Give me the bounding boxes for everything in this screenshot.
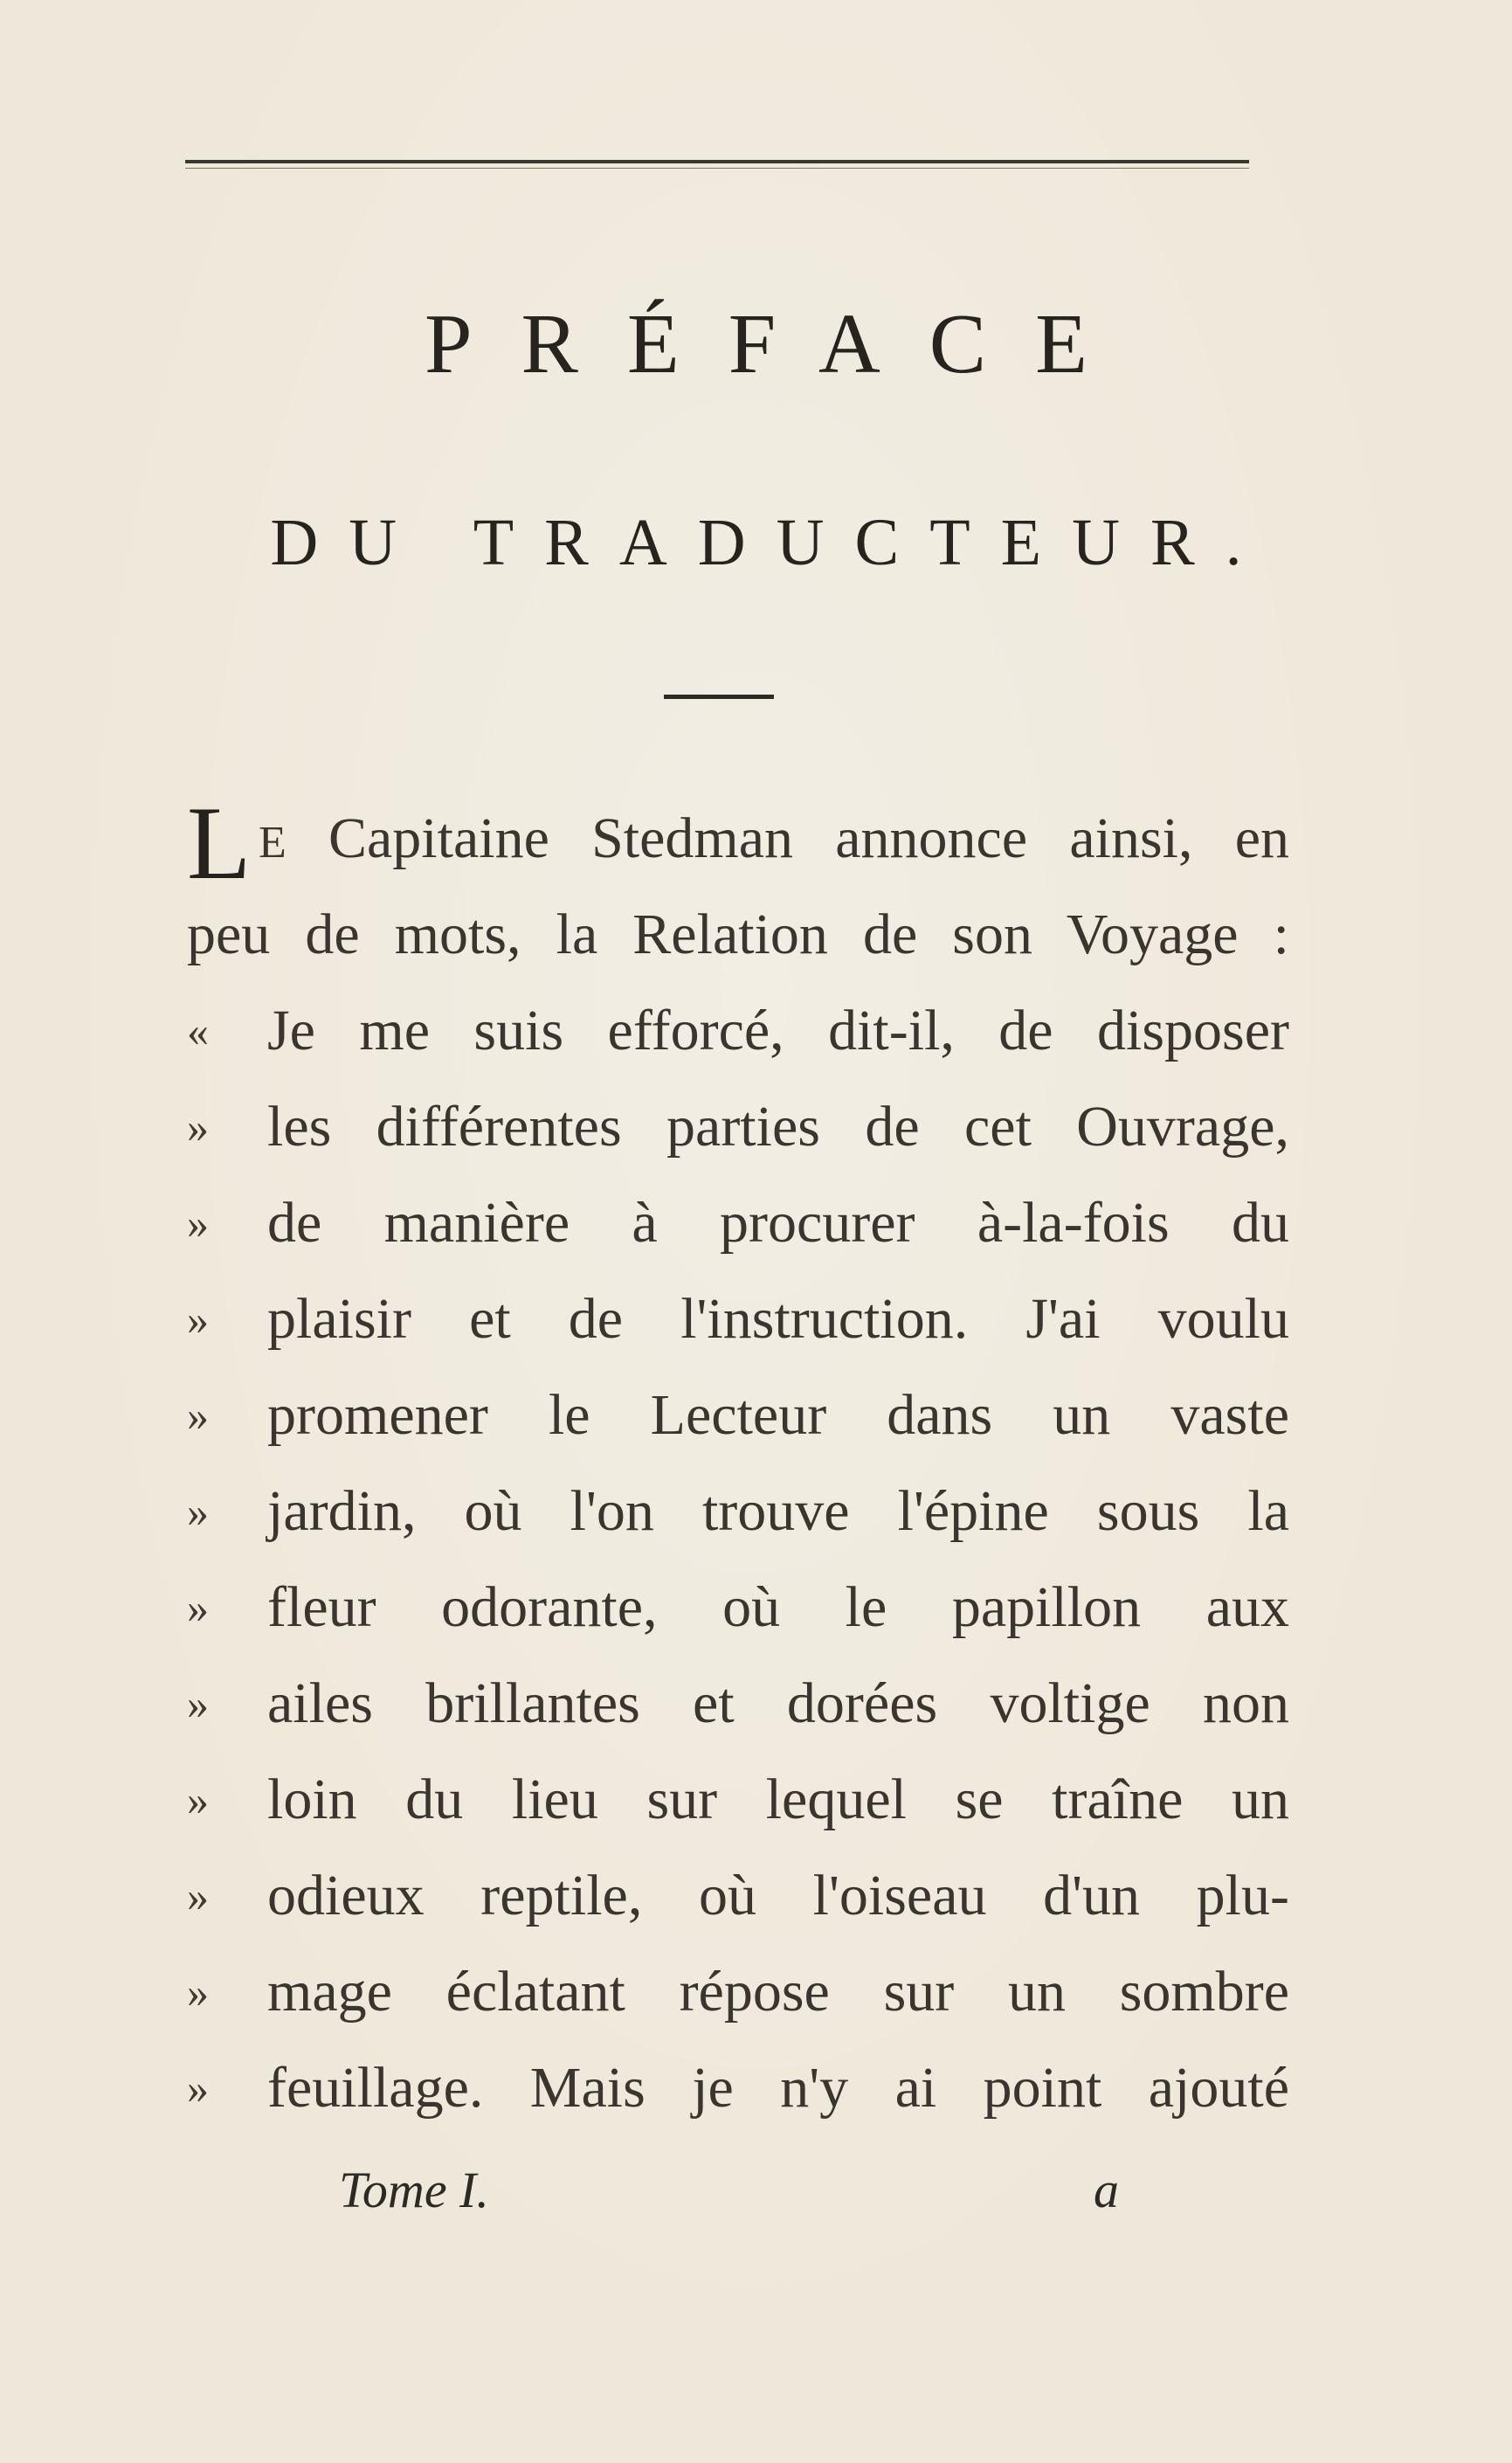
text-line — [187, 2040, 1289, 2136]
quote-mark: » — [187, 1295, 209, 1344]
text-line — [187, 1560, 1289, 1656]
text-line — [187, 1367, 1289, 1463]
line-text: feuillage. Mais je n'y ai point ajouté — [267, 2056, 1289, 2120]
title-divider — [664, 695, 774, 699]
quote-mark: « — [187, 1007, 209, 1055]
text-line — [187, 785, 1289, 901]
text-line — [187, 1848, 1289, 1944]
line-text: les différentes parties de cet Ouvrage, — [267, 1095, 1289, 1159]
text-line — [187, 983, 1289, 1079]
line-text-rest: Capitaine Stedman annonce ainsi, en — [328, 806, 1289, 870]
line-text: odieux reptile, où l'oiseau d'un plu- — [267, 1864, 1289, 1927]
text-line — [187, 1656, 1289, 1752]
quote-mark: » — [187, 1487, 209, 1536]
line-text: de manière à procurer à-la-fois du — [267, 1191, 1289, 1255]
drop-cap: L — [187, 785, 252, 901]
volume-label: Tome I. — [339, 2162, 489, 2218]
quote-mark: » — [187, 1968, 209, 2017]
quote-mark: » — [187, 2064, 209, 2113]
signature-mark: a — [1094, 2162, 1119, 2218]
quote-mark: » — [187, 1583, 209, 1632]
text-line — [187, 1752, 1289, 1848]
line-text: fleur odorante, où le papillon aux — [267, 1575, 1289, 1639]
text-line — [187, 887, 1289, 983]
line-text — [259, 791, 1289, 891]
quote-mark: » — [187, 1391, 209, 1440]
text-line — [187, 1271, 1289, 1367]
quote-mark: » — [187, 1103, 209, 1152]
line-text: peu de mots, la Relation de son Voyage : — [187, 903, 1289, 966]
quote-mark: » — [187, 1871, 209, 1920]
quote-mark: » — [187, 1679, 209, 1728]
page-title: PRÉFACE — [425, 297, 1136, 391]
text-line — [187, 1944, 1289, 2040]
small-cap-letter: E — [259, 818, 287, 868]
line-text: promener le Lecteur dans un vaste — [267, 1383, 1289, 1447]
text-line — [187, 1079, 1289, 1175]
line-text: mage éclatant répose sur un sombre — [267, 1960, 1289, 2024]
line-text: ailes brillantes et dorées voltige non — [267, 1671, 1289, 1735]
line-text: jardin, où l'on trouve l'épine sous la — [267, 1479, 1289, 1543]
line-text: plaisir et de l'instruction. J'ai voulu — [267, 1287, 1289, 1351]
text-line — [187, 1463, 1289, 1560]
body-paragraph — [187, 785, 1289, 2136]
header-rule-thin — [185, 168, 1249, 169]
quote-mark: » — [187, 1775, 209, 1824]
text-line — [187, 1175, 1289, 1271]
line-text: Je me suis efforcé, dit-il, de disposer — [267, 999, 1289, 1062]
quote-mark: » — [187, 1199, 209, 1248]
header-rule — [185, 160, 1249, 163]
line-text: loin du lieu sur lequel se traîne un — [267, 1768, 1289, 1831]
page-subtitle: DU TRADUCTEUR. — [270, 506, 1273, 579]
